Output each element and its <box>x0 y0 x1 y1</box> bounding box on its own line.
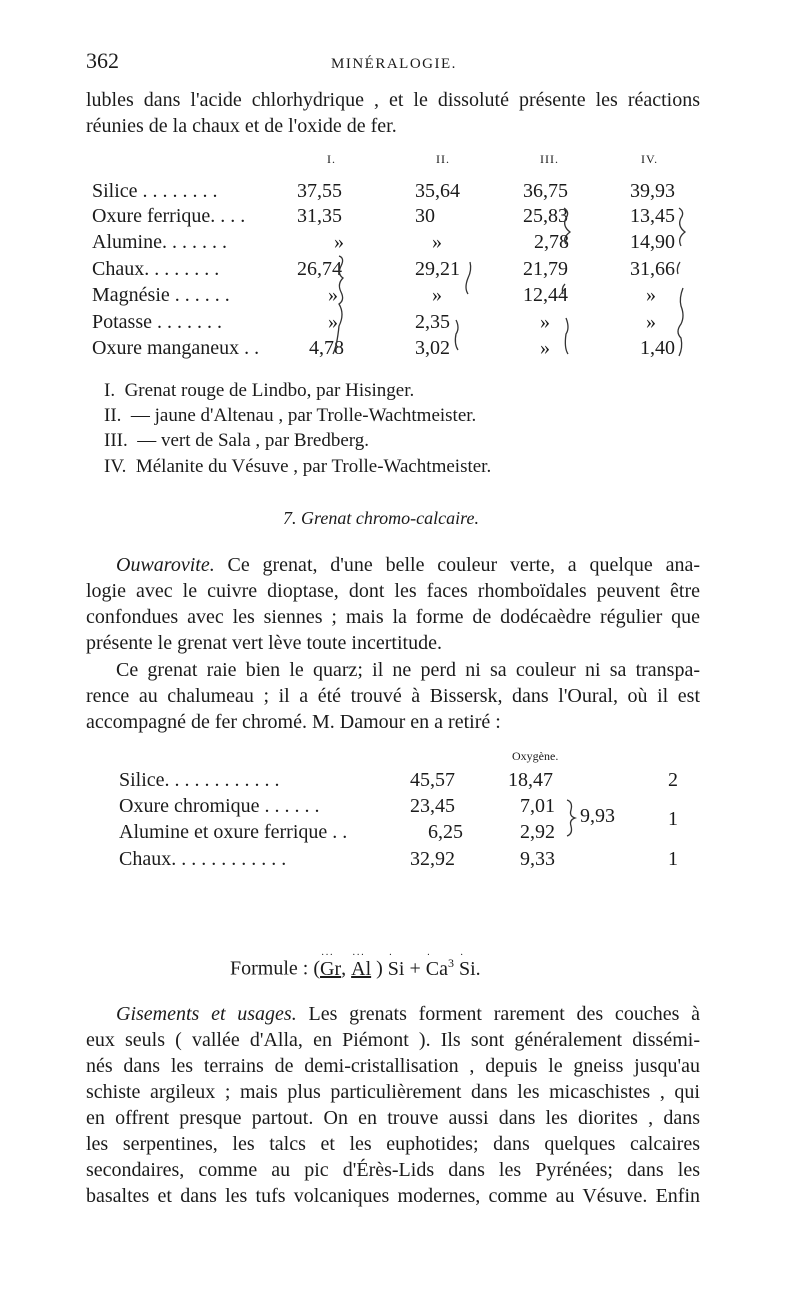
table-cell: » <box>540 337 550 359</box>
table-cell: 1,40 <box>640 337 675 359</box>
source-text: Mélanite du Vésuve , par Trolle-Wachtmeister. <box>135 456 492 477</box>
paragraph-line: secondaires, comme au pic d'Érès-Lids dans les Pyrénées; dans les <box>86 1159 700 1181</box>
column-header: I. <box>327 152 336 166</box>
source-number: III. <box>104 430 128 451</box>
section-title: 7. Grenat chromo-calcaire. <box>283 508 479 528</box>
paragraph-line <box>116 1000 700 1028</box>
formula-exponent: 3 <box>447 956 454 970</box>
formula-al: Al <box>351 957 372 980</box>
oxygen-header: Oxygène. <box>512 749 559 763</box>
row-label: Potasse . . . . . . . <box>92 311 222 333</box>
column-header: III. <box>540 152 559 166</box>
paragraph-line: logie avec le cuivre dioptase, dont les faces rhomboïdales peuvent être <box>86 580 700 602</box>
formula: Formule : ( ··· Gr, ··· Al ) · Si + · $Ca^3$ · Si. <box>230 949 481 980</box>
paragraph-text: Ce grenat, d'une belle couleur verte, a quelque ana- <box>214 554 700 576</box>
paragraph-line: Ce grenat raie bien le quarz; il ne perd ni sa couleur ni sa transpa- <box>116 659 700 681</box>
table-cell: 2,78 <box>534 231 569 253</box>
table-cell: » <box>432 231 442 253</box>
formula-ca: Ca <box>425 957 448 980</box>
table-cell: 1 <box>668 848 678 870</box>
table-cell: 2,35 <box>415 311 450 333</box>
source-number: II. <box>104 405 122 426</box>
table-cell: 2 <box>668 769 678 791</box>
table-cell: 23,45 <box>410 795 455 817</box>
table-cell: 29,21 <box>415 258 460 280</box>
combined-oxygen: 9,93 <box>580 805 615 827</box>
formula-si2: Si. <box>458 957 481 980</box>
paragraph-line: eux seuls ( vallée d'Alla, en Piémont ). Ils sont généralement dissémi- <box>86 1029 700 1051</box>
paragraph-line: schiste argileux ; mais plus particulièrement dans les micaschistes , qui <box>86 1081 700 1103</box>
paragraph-line: présente le grenat vert lève toute incertitude. <box>86 632 442 654</box>
source-text: — jaune d'Altenau , par Trolle-Wachtmeister. <box>130 405 477 426</box>
table-cell: 39,93 <box>630 180 675 202</box>
table-cell: 37,55 <box>297 180 342 202</box>
table-cell: » <box>432 284 442 306</box>
paragraph-line: confondues avec les siennes ; mais la forme de dodécaèdre régulier que <box>86 606 700 628</box>
source-text: — vert de Sala , par Bredberg. <box>137 430 370 451</box>
table-cell: 35,64 <box>415 180 460 202</box>
table-cell: 3,02 <box>415 337 450 359</box>
table-cell: 31,35 <box>297 205 342 227</box>
table-cell: » <box>328 284 338 306</box>
table-cell: 14,90 <box>630 231 675 253</box>
row-label: Oxure manganeux . . <box>92 337 260 359</box>
row-label: Magnésie . . . . . . <box>92 284 230 306</box>
formula-label: Formule : <box>230 957 309 980</box>
formula-plus: + <box>409 957 421 980</box>
table-cell: 1 <box>668 808 678 830</box>
table-cell: 2,92 <box>520 821 555 843</box>
formula-close: ) <box>376 957 383 980</box>
paragraph-line: nés dans les terrains de demi-cristallisation , depuis le gneiss jusqu'au <box>86 1055 700 1077</box>
paragraph-text: Les grenats forment rarement des couches à <box>296 1003 700 1025</box>
table-cell: » <box>334 231 344 253</box>
row-label: Oxure ferrique. . . . <box>92 205 246 227</box>
table-cell: 31,66 <box>630 258 675 280</box>
formula-si: Si <box>387 957 405 980</box>
row-label: Alumine. . . . . . . <box>92 231 227 253</box>
paragraph-line: en offrent presque partout. On en trouve aussi dans les diorites , dans <box>86 1107 700 1129</box>
paragraph-line: basaltes et dans les tufs volcaniques modernes, comme au Vésuve. Enfin <box>86 1185 700 1207</box>
paragraph-lead: Gisements et usages. <box>116 1003 297 1025</box>
table-cell: » <box>646 284 656 306</box>
intro-line: lubles dans l'acide chlorhydrique , et le dissoluté présente les réactions <box>86 89 700 111</box>
table-cell: 21,79 <box>523 258 568 280</box>
table-cell: 13,45 <box>630 205 675 227</box>
source-number: IV. <box>104 456 127 477</box>
table-cell: 9,33 <box>520 848 555 870</box>
source-text: Grenat rouge de Lindbo, par Hisinger. <box>124 380 415 401</box>
source-number: I. <box>104 380 116 401</box>
page-number: 362 <box>86 48 119 73</box>
paragraph-line: accompagné de fer chromé. M. Damour en a retiré : <box>86 711 501 733</box>
table-cell: 32,92 <box>410 848 455 870</box>
row-label: Chaux. . . . . . . . . . . . <box>119 848 287 870</box>
row-label: Silice . . . . . . . . <box>92 180 218 202</box>
row-label: Oxure chromique . . . . . . <box>119 795 320 817</box>
column-header: II. <box>436 152 450 166</box>
row-label: Alumine et oxure ferrique . . <box>119 821 348 843</box>
paragraph-lead: Ouwarovite. <box>116 554 215 576</box>
table-cell: 18,47 <box>508 769 553 791</box>
table-cell: 12,44 <box>523 284 568 306</box>
table-cell: 36,75 <box>523 180 568 202</box>
running-title: MINÉRALOGIE. <box>331 56 457 72</box>
paragraph-line: les serpentines, les talcs et les euphotides; dans quelques calcaires <box>86 1133 700 1155</box>
row-label: Chaux. . . . . . . . <box>92 258 220 280</box>
table-cell: 30 <box>415 205 435 227</box>
formula-open: ( <box>313 957 321 980</box>
table-cell: » <box>646 311 656 333</box>
table-cell: 26,74 <box>297 258 342 280</box>
paragraph-line: rence au chalumeau ; il a été trouvé à Bissersk, dans l'Oural, où il est <box>86 685 700 707</box>
table-cell: 25,83 <box>523 205 568 227</box>
intro-line: réunies de la chaux et de l'oxide de fer. <box>86 115 397 137</box>
table-cell: » <box>540 311 550 333</box>
table-cell: 7,01 <box>520 795 555 817</box>
column-header: IV. <box>641 152 659 166</box>
formula-gr: Gr <box>320 957 342 980</box>
table-cell: 45,57 <box>410 769 455 791</box>
table-cell: 6,25 <box>428 821 463 843</box>
formula-sep: , <box>341 957 347 980</box>
table-cell: » <box>328 311 338 333</box>
table-cell: 4,78 <box>309 337 344 359</box>
row-label: Silice. . . . . . . . . . . . <box>119 769 280 791</box>
